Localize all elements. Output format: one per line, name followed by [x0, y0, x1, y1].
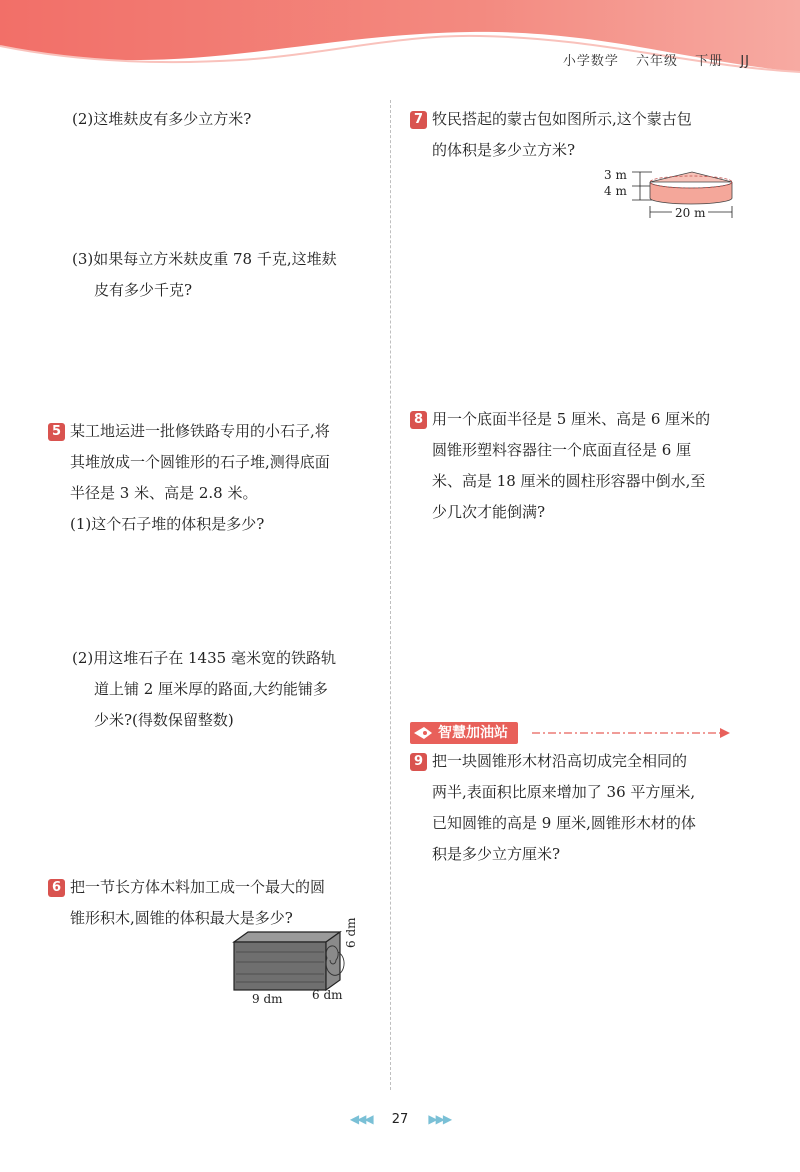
q5-line2: 其堆放成一个圆锥形的石子堆,测得底面 — [70, 453, 330, 471]
q9-line2: 两半,表面积比原来增加了 36 平方厘米, — [432, 783, 696, 801]
q6-length-label: 9 dm — [252, 992, 283, 1006]
q4-3-line2: 皮有多少千克? — [94, 281, 193, 299]
question-8 — [410, 404, 710, 528]
q6-line1: 把一节长方体木料加工成一个最大的圆 — [70, 878, 326, 896]
question-number-badge: 5 — [48, 423, 65, 441]
q4-2-text: (2)这堆麸皮有多少立方米? — [72, 110, 252, 128]
next-arrows-icon: ▶▶▶ — [428, 1112, 451, 1126]
q7-cone-height-label: 3 m — [604, 168, 627, 182]
q5-sub2-line2: 道上铺 2 厘米厚的路面,大约能铺多 — [94, 680, 328, 698]
q7-line2: 的体积是多少立方米? — [432, 141, 576, 159]
page-footer — [0, 1112, 800, 1127]
prev-arrows-icon: ◀◀◀ — [349, 1112, 372, 1126]
q5-line3: 半径是 3 米、高是 2.8 米。 — [70, 484, 258, 502]
q8-line1: 用一个底面半径是 5 厘米、高是 6 厘米的 — [432, 410, 711, 428]
q4-3-line1: (3)如果每立方米麸皮重 78 千克,这堆麸 — [72, 250, 337, 268]
q5-line1: 某工地运进一批修铁路专用的小石子,将 — [70, 422, 330, 440]
rocket-icon — [412, 724, 434, 742]
grade-label: 六年级 — [636, 54, 679, 69]
q6-height-label: 6 dm — [344, 917, 358, 948]
subject-label: 小学数学 — [562, 54, 619, 69]
q9-line4: 积是多少立方厘米? — [432, 845, 561, 863]
question-number-badge: 8 — [410, 411, 427, 429]
question-number-badge: 7 — [410, 111, 427, 129]
q7-line1: 牧民搭起的蒙古包如图所示,这个蒙古包 — [432, 110, 692, 128]
q9-line1: 把一块圆锥形木材沿高切成完全相同的 — [432, 752, 688, 770]
page-number: 27 — [391, 1112, 409, 1127]
book-info — [563, 50, 750, 69]
question-5 — [48, 416, 330, 540]
question-4-part-3 — [72, 244, 337, 306]
question-5-part-2 — [72, 643, 336, 736]
edition-label: JJ — [740, 54, 750, 69]
bonus-divider-line — [532, 727, 732, 739]
q5-sub1: (1)这个石子堆的体积是多少? — [70, 515, 265, 533]
q6-line2: 锥形积木,圆锥的体积最大是多少? — [70, 909, 293, 927]
bonus-title: 智慧加油站 — [438, 725, 508, 741]
q5-sub2-line1: (2)用这堆石子在 1435 毫米宽的铁路轨 — [72, 649, 336, 667]
question-6 — [48, 872, 325, 934]
q8-line3: 米、高是 18 厘米的圆柱形容器中倒水,至 — [432, 472, 706, 490]
q7-cylinder-height-label: 4 m — [604, 184, 627, 198]
question-9 — [410, 746, 696, 870]
q8-line2: 圆锥形塑料容器往一个底面直径是 6 厘 — [432, 441, 692, 459]
q9-line3: 已知圆锥的高是 9 厘米,圆锥形木材的体 — [432, 814, 696, 832]
question-7 — [410, 104, 692, 166]
question-number-badge: 9 — [410, 753, 427, 771]
column-divider — [390, 100, 391, 1090]
volume-label: 下册 — [695, 54, 724, 69]
question-number-badge: 6 — [48, 879, 65, 897]
q7-diameter-label: 20 m — [672, 206, 708, 220]
question-4-part-2 — [72, 104, 251, 135]
q5-sub2-line3: 少米?(得数保留整数) — [94, 711, 234, 729]
q8-line4: 少几次才能倒满? — [432, 503, 546, 521]
q6-width-label: 6 dm — [312, 988, 343, 1002]
